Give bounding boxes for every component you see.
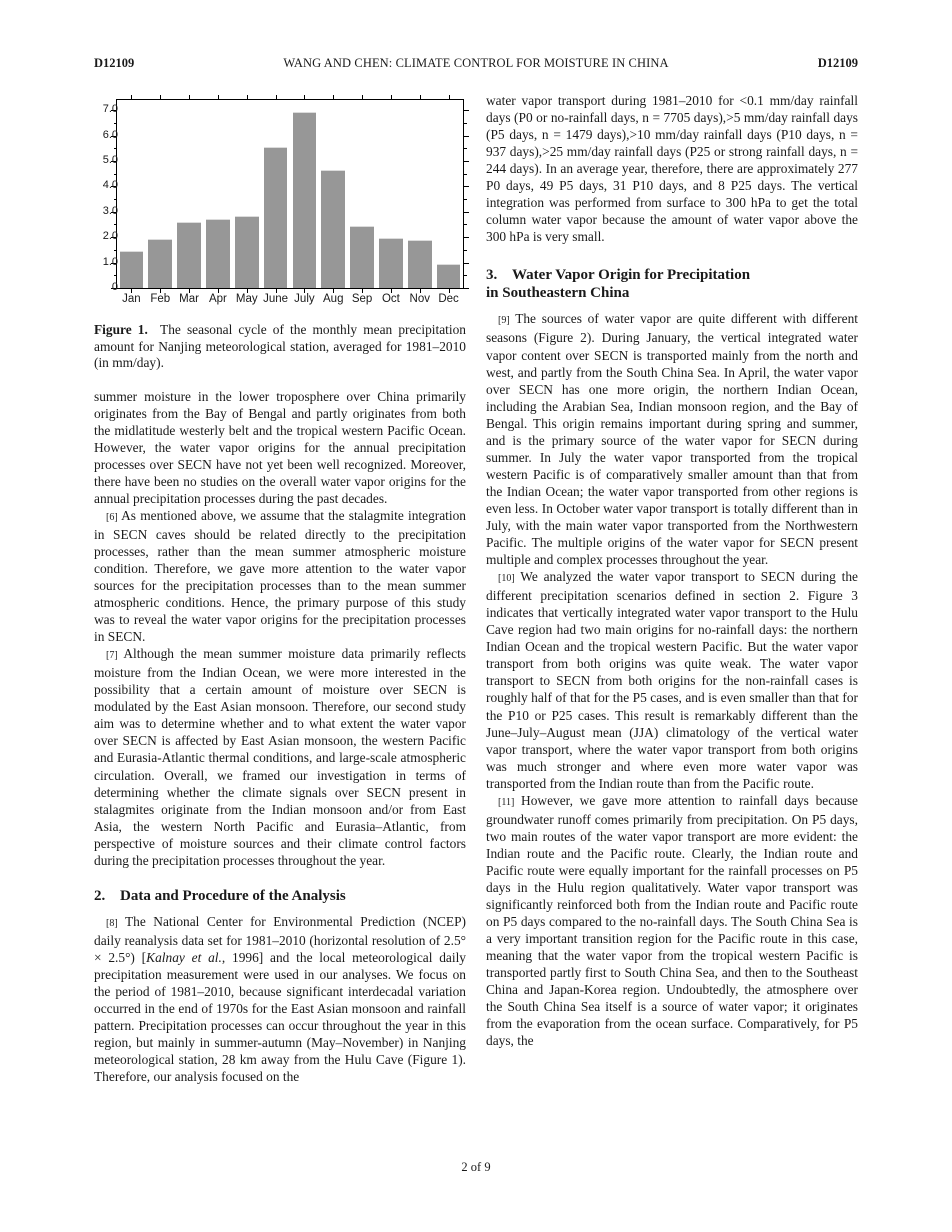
figure-label: Figure 1. [94,322,148,337]
x-tick [247,95,248,99]
y-tick-label: 1.0 [102,255,118,268]
paragraph-text: Although the mean summer moisture data primarily reflects moisture from the Indian Ocean, we were more interested in the possibility that a certain amount of moisture over SECN is modulated by the East Asian monsoon. Therefore, our second study aim was to determine whether and to what extent the water vapor over SECN is affected by East Asian monsoon, the western Pacific and Eurasia-Atlantic thermal conditions, and large-scale atmospheric circulation. Overall, we framed our investigation in terms of determining whether the climate signals over SECN present in stalagmites originate from the Indian monsoon and/or from East Asia, the western North Pacific and Eurasia–Atlantic, from perspective of moisture sources and their climate control factors during the precipitation processes throughout the year. [94,646,466,868]
x-tick [218,95,219,99]
x-tick [304,95,305,99]
x-tick-label: Mar [179,293,199,305]
y-tick [114,174,117,175]
y-tick [464,136,469,137]
paragraph-text: However, we gave more attention to rainfall days because groundwater runoff comes primarily from precipitation. On P5 days, two main routes of the water vapor transport are more evident: the Indian route and the Pacific route. Clearly, the Indian route and Pacific route were equally important for the rainfall processes on P5 days in the Hulu region qualitatively. Water vapor transport was significantly reinforced both from the Indian route and Pacific route on P5 days compared to the no-rainfall days. The South China Sea is a very important transition region for the Pacific route in this case, meaning that the water vapor from the tropical western Pacific is transported partly first to South China Sea, and then to the Southeast China and Japan-Korea region. Undoubtedly, the atmosphere over the South China Sea itself is a source of water vapor; it originates from the evaporation from the ocean surface. Comparatively, for P5 days, the [486,792,858,1049]
bar-oct [379,238,403,288]
x-tick-label: Jan [122,293,141,305]
y-tick [464,263,469,264]
paragraph-number: [8] [106,917,118,929]
section-title: in Southeastern China [486,285,630,302]
article-id-right: D12109 [817,56,858,70]
paragraph-text: The sources of water vapor are quite different with different seasons (Figure 2). During January, the vertical integrated water vapor content over SECN is transported mainly from the north and west, and partly from the South China Sea. In April, the water vapor over SECN has one more origin, the northern Indian Ocean, including the Arabian Sea, Indian monsoon region, and the Bay of Bengal. This origin remains important during spring and summer, and is the primary source of the water vapor for SECN during summer. In July the water vapor transported from the tropical western Pacific is of comparatively smaller amount than that from the Indian Ocean; the water vapor transported from other regions is even less. In October water vapor transport is totally different than in July, with the main water vapor transported from the Northwestern Pacific. The multiple origins of the water vapor for SECN present multiple and complex processes throughout the year. [486,311,858,568]
y-tick [464,212,469,213]
section-title: Data and Procedure of the Analysis [120,887,346,904]
section-title: Water Vapor Origin for Precipitation [512,267,751,284]
section-number: 2. [94,887,106,904]
x-tick-label: Sep [351,293,373,305]
paragraph-text: , 1996] and the local meteorological daily precipitation measurement were used in our analyses. We focus on the period of 1981–2010, because significant interdecadal variation occurred in the end of 1970s for the East Asian monsoon and rainfall pattern. Precipitation processes can occur throughout the year in this region, but mainly in summer-autumn (May–November) in Nanjing meteorological station, 28 km away from the Hulu Cave (Figure 1). Therefore, our analysis focused on the [94,949,466,1085]
x-tick-label: Feb [150,293,171,305]
y-tick-label: 5.0 [102,153,118,166]
running-title: WANG AND CHEN: CLIMATE CONTROL FOR MOISTURE IN CHINA [283,56,669,70]
y-tick [464,237,469,238]
citation: Kalnay et al. [146,949,222,965]
y-tick-label: 0 [111,281,118,293]
x-tick-label: Apr [208,293,227,305]
x-tick-label: Dec [438,293,459,305]
y-tick [464,110,469,111]
section-number: 3. [486,267,498,284]
y-tick [114,224,117,225]
y-tick-label: 2.0 [102,230,118,243]
figure-caption [94,322,466,372]
bar-mar [177,222,201,288]
paragraph-7 [94,645,466,869]
section-2-heading [94,887,466,905]
x-tick [189,95,190,99]
figure-caption-text: The seasonal cycle of the monthly mean precipitation amount for Nanjing meteorological station, averaged for 1981–2010 (in mm/day). [94,322,467,370]
paragraph-number: [6] [106,511,118,523]
paragraph-number: [9] [498,315,510,327]
x-tick [449,95,450,99]
x-tick-label: Nov [409,293,430,305]
right-column [486,92,858,1049]
y-tick [114,250,117,251]
y-tick [464,148,467,149]
paragraph-6 [94,507,466,645]
y-tick [114,199,117,200]
y-tick [114,123,117,124]
x-tick [362,95,363,99]
x-tick [276,95,277,99]
paragraph-text: As mentioned above, we assume that the stalagmite integration in SECN caves should be related directly to the precipitation processes, rather than the mean summer atmospheric moisture condition. Therefore, we gave more attention to the water vapor sources for the precipitation processes than to the mean summer atmospheric conditions. Hence, the primary purpose of this study was to reveal the water vapor origins for the precipitation processes in SECN. [94,507,466,645]
bar-jan [120,251,144,288]
y-tick-label: 4.0 [102,179,118,192]
plot-area [116,99,464,289]
y-tick [464,123,467,124]
paragraph-continued: summer moisture in the lower troposphere over China primarily originates from the Bay of Bengal and partly originates from both the midlatitude westerly belt and the tropical western Pacific Ocean. However, the water vapor origins for the annual precipitation processes over SECN have not yet been well recognized. Moreover, there have been no studies on the overall water vapor origins for the annual precipitation processes during the past decades. [94,388,466,506]
paragraph-continued: water vapor transport during 1981–2010 for <0.1 mm/day rainfall days (P0 or no-rainfall days, n = 7705 days),>5 mm/day rainfall days (P5 days, n = 1479 days),>10 mm/day rainfall days (P10 days, n = 937 days),>25 mm/day rainfall days (P25 or strong rainfall days, n = 244 days). In an average year, therefore, there are approximately 277 P0 days, 49 P5 days, 31 P10 days, and 8 P25 days. The vertical integration was performed from surface to 300 hPa to get the total column water vapor because the amount of water vapor above the 300 hPa is very small. [486,93,858,245]
bar-apr [206,219,230,288]
x-tick-label: June [263,293,289,305]
paragraph-number: [10] [498,573,515,585]
paragraph-text: The National Center for Environmental Prediction (NCEP) daily reanalysis data set for 1981–2010 (horizontal resolution of 2.5° × 2.5°) [ [94,913,467,965]
x-tick-label: July [294,293,315,305]
y-tick [464,224,467,225]
x-tick [131,95,132,99]
bar-dec [437,264,461,288]
paragraph-11 [486,792,858,1050]
y-tick [464,250,467,251]
y-tick-label: 7.0 [102,103,118,116]
y-tick-label: 3.0 [102,204,118,217]
x-tick [333,95,334,99]
x-tick [420,95,421,99]
section-3-heading [486,266,858,302]
x-tick [160,95,161,99]
x-tick-label: Oct [381,293,400,305]
bar-july [293,112,317,288]
bar-sep [350,226,374,288]
x-tick-label: Aug [323,293,344,305]
y-tick [464,174,467,175]
article-id-left: D12109 [94,56,135,70]
bar-june [264,147,288,288]
y-tick [114,148,117,149]
y-tick [464,275,467,276]
paragraph-number: [7] [106,650,118,662]
y-tick [464,186,469,187]
y-tick [114,275,117,276]
page-number: 2 of 9 [461,1160,491,1174]
paragraph-text: We analyzed the water vapor transport to SECN during the different precipitation scenarios defined in section 2. Figure 3 indicates that vertically integrated water vapor transport to the Hulu Cave region had two main origins for no-rainfall days: the northern Indian Ocean and the tropical western Pacific. But the water vapor transport from both origins was quite weak. The water vapor transport to SECN from both origins for the non-rainfall cases is roughly half of that for the P5 cases, and is even smaller than that for the P10 or P25 cases. This result is remarkably different than the June–July–August mean (JJA) climatology of the vertical water vapor transport, where the water vapor transport from both origins was much stronger and where even more water vapor was transported from the Indian route than from the Pacific route. [486,569,858,791]
left-column [94,322,466,1085]
y-tick-label: 6.0 [102,128,118,141]
x-tick [391,95,392,99]
y-tick [464,288,469,289]
paragraph-number: [11] [498,796,515,808]
bar-feb [148,239,172,288]
x-tick-label: May [235,293,258,305]
running-header [94,56,858,72]
bar-may [235,216,259,288]
paragraph-10 [486,568,858,792]
y-tick [464,199,467,200]
y-tick [464,161,469,162]
paragraph-8 [94,913,466,1085]
paragraph-9 [486,310,858,568]
bar-aug [321,170,345,288]
figure-1-bar-chart [94,92,474,312]
bar-nov [408,240,432,288]
